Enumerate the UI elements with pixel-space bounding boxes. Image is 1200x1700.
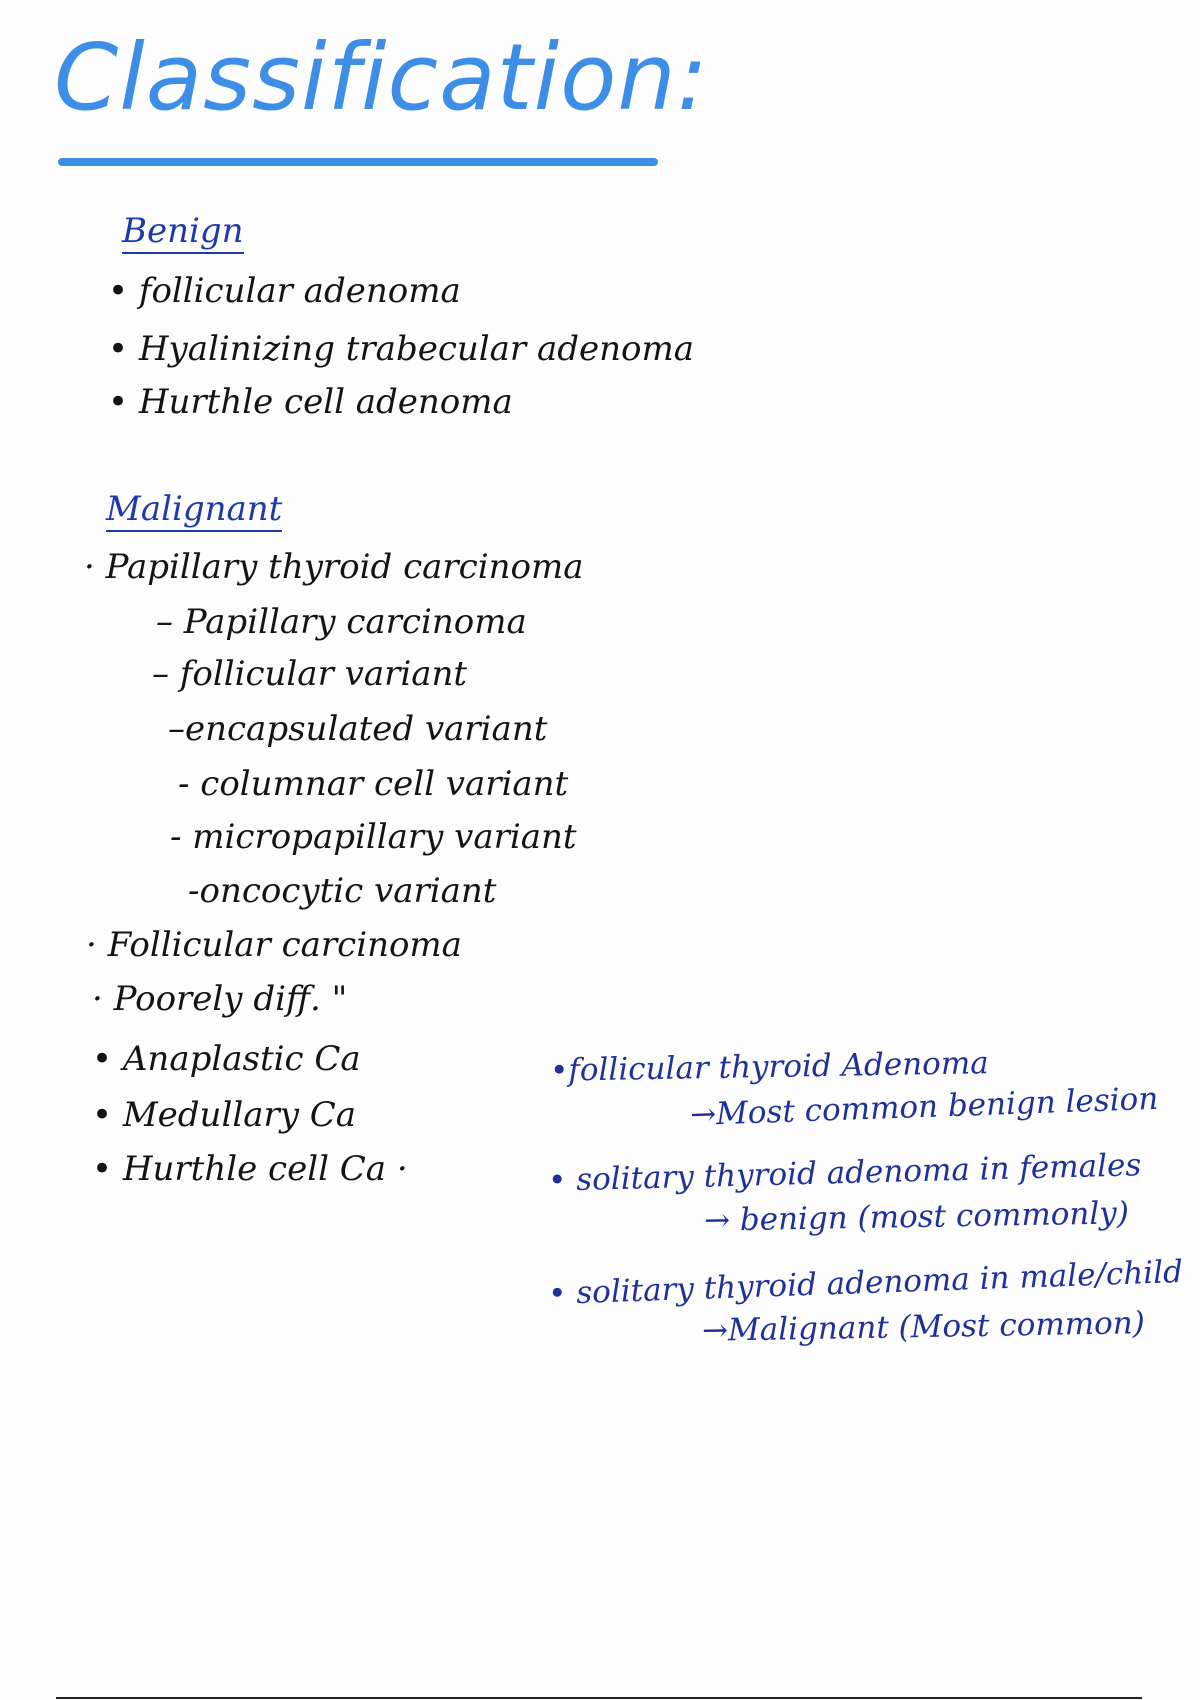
malignant-item-hurthle: • Hurthle cell Ca · <box>92 1149 408 1189</box>
benign-item-2: • Hyalinizing trabecular adenoma <box>108 329 695 369</box>
title-underline <box>58 158 658 166</box>
benign-item-1: • follicular adenoma <box>108 271 461 311</box>
malignant-item-anaplastic: • Anaplastic Ca <box>92 1039 361 1079</box>
malignant-item-poorly-diff: · Poorely diff. " <box>92 979 348 1019</box>
benign-heading: Benign <box>122 214 244 254</box>
malignant-item-medullary: • Medullary Ca <box>92 1095 357 1135</box>
page-title: Classification: <box>54 24 709 131</box>
papillary-carcinoma-item: · Papillary thyroid carcinoma <box>84 547 584 587</box>
note-follicular-adenoma: •follicular thyroid Adenoma <box>549 1045 989 1089</box>
malignant-heading: Malignant <box>106 492 282 532</box>
note-follicular-adenoma-detail: →Most common benign lesion <box>689 1080 1159 1134</box>
bottom-rule <box>56 1697 1142 1699</box>
papillary-subtype-1: – Papillary carcinoma <box>156 602 527 642</box>
papillary-subtype-2: – follicular variant <box>152 654 468 694</box>
note-solitary-male-child-detail: →Malignant (Most common) <box>701 1305 1146 1349</box>
papillary-subtype-6: -oncocytic variant <box>188 871 497 911</box>
papillary-subtype-3: –encapsulated variant <box>168 709 548 749</box>
papillary-subtype-4: - columnar cell variant <box>178 764 569 804</box>
note-solitary-females-detail: → benign (most commonly) <box>703 1195 1130 1239</box>
malignant-item-follicular: · Follicular carcinoma <box>86 925 462 965</box>
note-solitary-females: • solitary thyroid adenoma in females <box>547 1147 1142 1199</box>
benign-item-3: • Hurthle cell adenoma <box>108 382 513 422</box>
papillary-subtype-5: - micropapillary variant <box>170 817 577 857</box>
note-solitary-male-child: • solitary thyroid adenoma in male/child <box>547 1253 1184 1313</box>
